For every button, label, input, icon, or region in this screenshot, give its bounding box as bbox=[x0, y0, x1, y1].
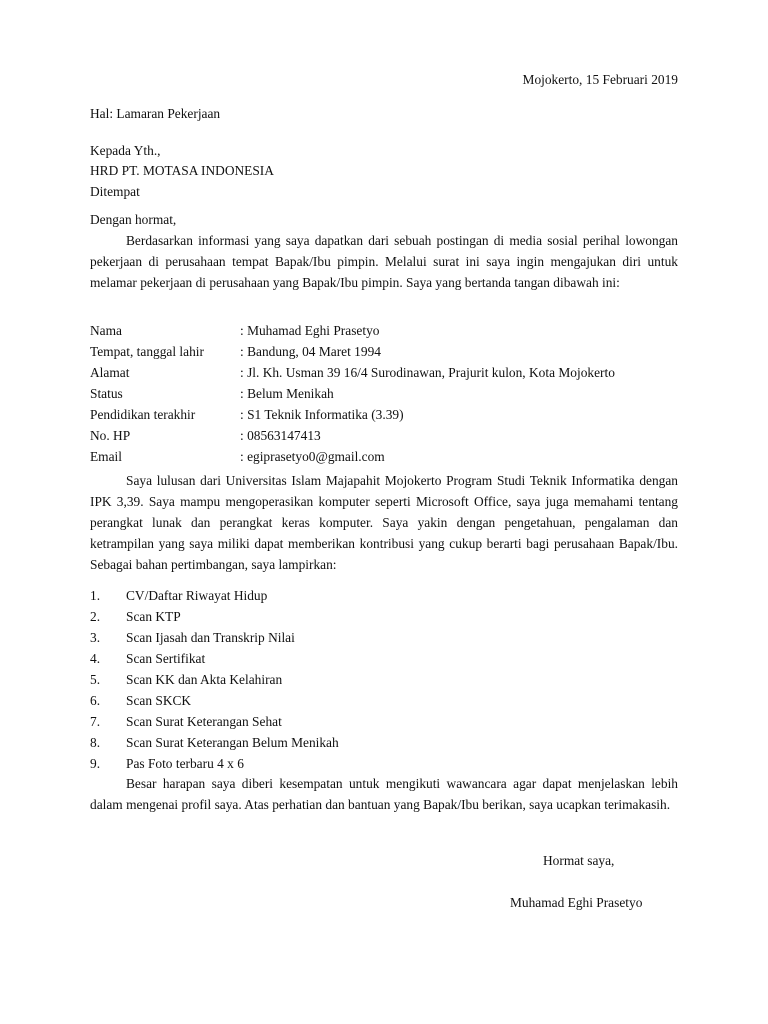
identity-value: : 08563147413 bbox=[240, 428, 321, 443]
list-text: Scan Ijasah dan Transkrip Nilai bbox=[126, 630, 295, 645]
list-item bbox=[90, 585, 267, 606]
identity-value: : egiprasetyo0@gmail.com bbox=[240, 449, 385, 464]
list-number: 3. bbox=[90, 630, 101, 645]
identity-label: Alamat bbox=[90, 365, 130, 380]
list-item bbox=[90, 627, 295, 648]
recipient-line-3: Ditempat bbox=[90, 184, 140, 199]
list-text: Scan Surat Keterangan Belum Menikah bbox=[126, 735, 339, 750]
recipient-line-1: Kepada Yth., bbox=[90, 143, 161, 158]
subject-line: Hal: Lamaran Pekerjaan bbox=[90, 106, 221, 121]
list-text: CV/Daftar Riwayat Hidup bbox=[126, 588, 268, 603]
identity-label: Status bbox=[90, 386, 123, 401]
identity-row-education bbox=[90, 404, 404, 425]
list-number: 4. bbox=[90, 651, 101, 666]
list-text: Scan KK dan Akta Kelahiran bbox=[126, 672, 283, 687]
list-number: 5. bbox=[90, 672, 101, 687]
closing-paragraph: Besar harapan saya diberi kesempatan untuk mengikuti wawancara agar dapat menjelaskan lebih dalam mengenai profil saya. Atas perhatian dan bantuan yang Bapak/Ibu berikan, saya ucapkan terimakasih. bbox=[90, 776, 678, 812]
identity-row-name bbox=[90, 320, 379, 341]
list-item bbox=[90, 732, 339, 753]
list-number: 2. bbox=[90, 609, 101, 624]
list-text: Scan KTP bbox=[126, 609, 181, 624]
opening-paragraph: Berdasarkan informasi yang saya dapatkan dari sebuah postingan di media sosial perihal lowongan pekerjaan di perusahaan tempat Bapak/Ibu pimpin. Melalui surat ini saya ingin mengajukan diri untuk melamar pekerjaan di perusahaan yang Bapak/Ibu pimpin. Saya yang bertanda tangan dibawah ini: bbox=[90, 233, 678, 290]
list-number: 1. bbox=[90, 588, 101, 603]
list-text: Scan SKCK bbox=[126, 693, 192, 708]
list-item bbox=[90, 669, 282, 690]
identity-row-phone bbox=[90, 425, 321, 446]
identity-label: Tempat, tanggal lahir bbox=[90, 344, 204, 359]
identity-row-status bbox=[90, 383, 334, 404]
identity-label: Email bbox=[90, 449, 122, 464]
identity-label: Pendidikan terakhir bbox=[90, 407, 196, 422]
list-item bbox=[90, 648, 205, 669]
place-date: Mojokerto, 15 Februari 2019 bbox=[522, 72, 678, 87]
list-item bbox=[90, 690, 191, 711]
identity-row-email bbox=[90, 446, 385, 467]
list-number: 9. bbox=[90, 756, 101, 771]
identity-value: : Muhamad Eghi Prasetyo bbox=[240, 323, 380, 338]
list-text: Pas Foto terbaru 4 x 6 bbox=[126, 756, 244, 771]
identity-row-birth bbox=[90, 341, 381, 362]
salutation: Dengan hormat, bbox=[90, 212, 177, 227]
list-text: Scan Surat Keterangan Sehat bbox=[126, 714, 282, 729]
list-number: 6. bbox=[90, 693, 101, 708]
list-item bbox=[90, 606, 181, 627]
identity-value: : Jl. Kh. Usman 39 16/4 Surodinawan, Prajurit kulon, Kota Mojokerto bbox=[240, 365, 615, 380]
identity-label: Nama bbox=[90, 323, 122, 338]
list-text: Scan Sertifikat bbox=[126, 651, 206, 666]
list-item bbox=[90, 711, 282, 732]
identity-row-address bbox=[90, 362, 615, 383]
signature-name: Muhamad Eghi Prasetyo bbox=[510, 895, 643, 910]
recipient-company: HRD PT. MOTASA INDONESIA bbox=[90, 163, 274, 178]
closing-salutation: Hormat saya, bbox=[543, 853, 615, 868]
identity-value: : Bandung, 04 Maret 1994 bbox=[240, 344, 381, 359]
list-item bbox=[90, 753, 244, 774]
identity-value: : Belum Menikah bbox=[240, 386, 334, 401]
identity-label: No. HP bbox=[90, 428, 131, 443]
qualification-paragraph: Saya lulusan dari Universitas Islam Majapahit Mojokerto Program Studi Teknik Informatika dengan IPK 3,39. Saya mampu mengoperasikan komputer seperti Microsoft Office, saya juga memahami tentang perangkat lunak dan perangkat keras komputer. Saya yakin dengan pengetahuan, pengalaman dan ketrampilan yang saya miliki dapat memberikan kontribusi yang cukup berarti bagi perusahaan Bapak/Ibu. Sebagai bahan pertimbangan, saya lampirkan: bbox=[90, 473, 678, 572]
identity-value: : S1 Teknik Informatika (3.39) bbox=[240, 407, 404, 422]
list-number: 8. bbox=[90, 735, 101, 750]
list-number: 7. bbox=[90, 714, 101, 729]
